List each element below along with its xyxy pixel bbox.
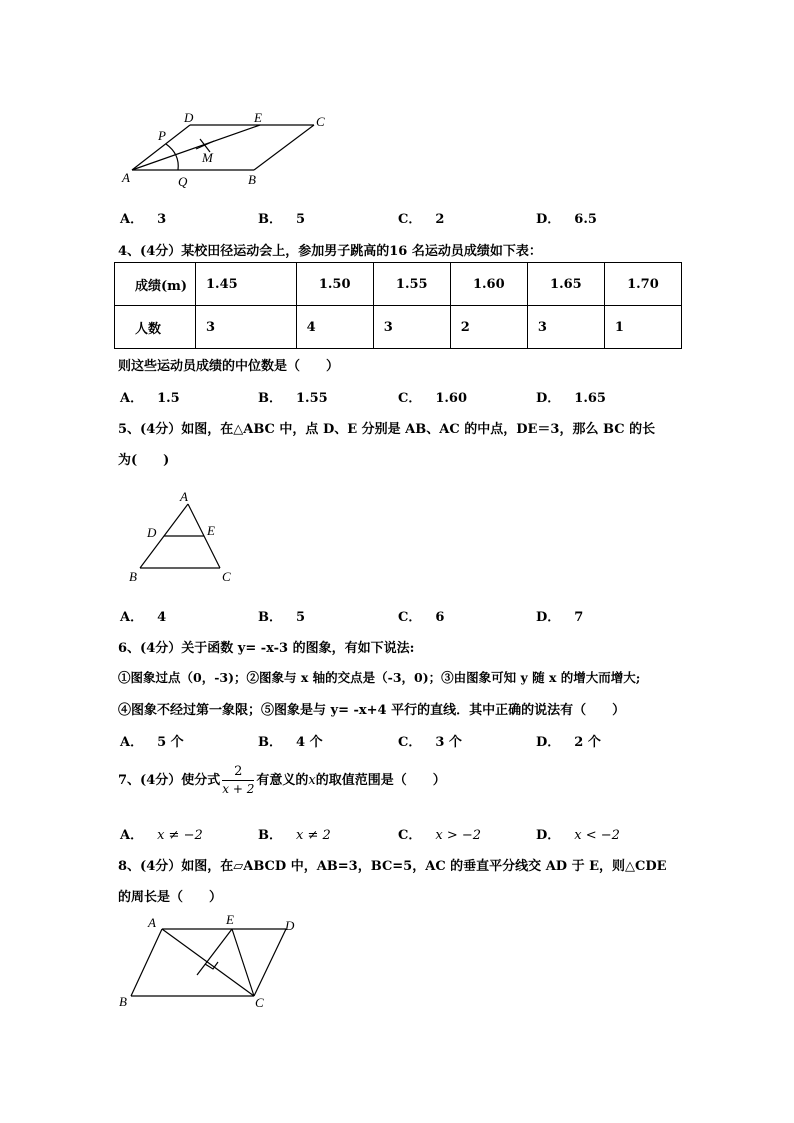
q6-statements-line2: ④图象不经过第一象限；⑤图象是与 y= -x+4 平行的直线．其中正确的说法有（ ） (118, 703, 626, 718)
q3-option-c: C． 2 (398, 212, 445, 227)
fig3-label-D: D (184, 110, 194, 125)
q4-option-c: C． 1.60 (398, 391, 468, 406)
fig3-label-C: C (316, 114, 325, 129)
q6-statements-line1: ①图象过点（0，-3)；②图象与 x 轴的交点是（-3，0)；③由图象可知 y 随 x 的增大而增大; (118, 670, 641, 685)
q3-option-d: D． 6.5 (536, 212, 597, 227)
q6-option-c: C． 3 个 (398, 735, 462, 750)
table-cell: 3 (196, 306, 297, 349)
fig3-label-B: B (248, 172, 256, 187)
q5-option-b: B． 5 (258, 610, 306, 625)
q8-stem-line1: 8、(4分）如图，在▱ABCD 中，AB=3，BC=5，AC 的垂直平分线交 AD 于 E，则△CDE (118, 859, 667, 874)
table-cell: 3 (373, 306, 450, 349)
table-cell: 1.55 (373, 263, 450, 306)
q7-stem (118, 764, 446, 797)
q3-figure (118, 108, 338, 192)
fig5-label-C: C (222, 569, 231, 584)
q7-fraction-denominator: x + 2 (222, 782, 255, 796)
q7-variable: x (308, 773, 316, 788)
q7-stem-after: 的取值范围是（ ） (315, 773, 446, 788)
table-cell: 1.65 (527, 263, 604, 306)
table-cell: 1.50 (296, 263, 373, 306)
q4-stem: 4、(4分）某校田径运动会上，参加男子跳高的16 名运动员成绩如下表： (118, 244, 542, 259)
table-row (115, 306, 682, 349)
table-cell: 1.45 (196, 263, 297, 306)
q4-question: 则这些运动员成绩的中位数是（ ） (118, 359, 340, 374)
q5-figure (124, 488, 244, 588)
q4-option-b: B． 1.55 (258, 391, 328, 406)
q5-option-c: C． 6 (398, 610, 445, 625)
q7-stem-before: 7、(4分）使分式 (118, 773, 221, 788)
table-row (115, 263, 682, 306)
table-cell: 1.70 (604, 263, 681, 306)
fig5-label-D: D (147, 525, 157, 540)
table-cell: 4 (296, 306, 373, 349)
q7-fraction (222, 764, 254, 797)
table-cell: 成绩(m) (115, 263, 196, 306)
table-cell: 1 (604, 306, 681, 349)
q5-stem-line2: 为( ) (118, 453, 170, 468)
q5-option-d: D． 7 (536, 610, 584, 625)
q4-score-table (114, 262, 682, 349)
q7-stem-mid: 有意义的 (256, 773, 309, 788)
table-cell: 人数 (115, 306, 196, 349)
q7-option-b: B． x ≠ 2 (258, 828, 331, 843)
q7-option-c: C． x > −2 (398, 828, 482, 843)
q4-option-a: A． 1.5 (120, 391, 180, 406)
fig5-label-A: A (180, 489, 188, 504)
table-cell: 2 (450, 306, 527, 349)
q4-option-d: D． 1.65 (536, 391, 606, 406)
fig5-label-B: B (129, 569, 137, 584)
q6-option-b: B． 4 个 (258, 735, 323, 750)
q7-fraction-numerator: 2 (222, 764, 254, 781)
fig3-label-Q: Q (178, 174, 188, 189)
q3-option-b: B． 5 (258, 212, 306, 227)
table-cell: 3 (527, 306, 604, 349)
fig8-label-D: D (285, 918, 295, 933)
fig5-label-E: E (207, 523, 215, 538)
table-cell: 1.60 (450, 263, 527, 306)
q7-option-a: A． x ≠ −2 (120, 828, 203, 843)
fig3-label-E: E (254, 110, 262, 125)
fig8-label-E: E (226, 912, 234, 927)
q8-figure (114, 910, 314, 1010)
fig8-label-B: B (119, 994, 127, 1009)
q5-option-a: A． 4 (120, 610, 167, 625)
q6-stem: 6、(4分）关于函数 y= -x-3 的图象，有如下说法: (118, 641, 415, 656)
fig3-label-A: A (122, 170, 130, 185)
fig3-label-M: M (202, 150, 213, 165)
q5-stem-line1: 5、(4分）如图，在△ABC 中，点 D、E 分别是 AB、AC 的中点，DE＝3，那么 BC 的长 (118, 422, 656, 437)
q3-option-a: A． 3 (120, 212, 167, 227)
fig8-label-C: C (255, 995, 264, 1010)
fig3-label-P: P (158, 128, 166, 143)
q6-option-a: A． 5 个 (120, 735, 184, 750)
fig8-label-A: A (148, 915, 156, 930)
q6-option-d: D． 2 个 (536, 735, 601, 750)
q8-stem-line2: 的周长是（ ） (118, 890, 223, 905)
q7-option-d: D． x < −2 (536, 828, 620, 843)
